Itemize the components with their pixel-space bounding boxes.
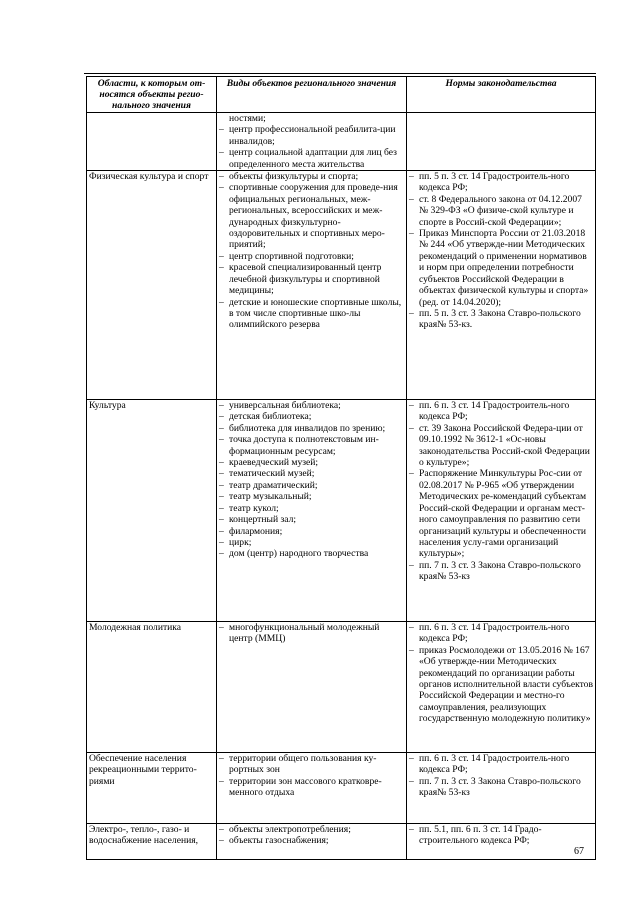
- object-type-item: – библиотека для инвалидов по зрению;: [219, 423, 404, 434]
- object-types-cell: [217, 622, 407, 753]
- area-cell: [87, 753, 217, 824]
- table-row: [87, 171, 596, 400]
- object-type-item: – центр социальной адаптации для лиц без определенного места жительства: [219, 147, 404, 170]
- object-type-item: – краеведческий музей;: [219, 457, 404, 468]
- object-type-item: – точка доступа к полнотекстовым ин-формационным ресурсам;: [219, 434, 404, 457]
- header-legal-norms: Нормы законодательства: [407, 77, 596, 113]
- object-type-item: – объекты газоснабжения;: [219, 835, 404, 846]
- table-row: [87, 753, 596, 824]
- area-label: Обеспечение населения рекреационными террито-риями: [89, 753, 197, 787]
- object-type-item: – цирк;: [219, 537, 404, 548]
- object-type-item: – дом (центр) народного творчества: [219, 548, 404, 559]
- table-row: [87, 400, 596, 622]
- object-type-item: – центр спортивной подготовки;: [219, 251, 404, 262]
- legal-norms-cell: [407, 753, 596, 824]
- legal-norms-cell: [407, 622, 596, 753]
- legal-norms-list: [409, 400, 593, 583]
- table-row: [87, 113, 596, 171]
- legal-norm-item: – пп. 5.1, пп. 6 п. 3 ст. 14 Градо-строительного кодекса РФ;: [409, 824, 593, 847]
- object-type-item: – территории зон массового кратковре-менного отдыха: [219, 776, 404, 799]
- object-type-item: – территории общего пользования ку-рортных зон: [219, 753, 404, 776]
- object-types-cell: [217, 400, 407, 622]
- legal-norm-item: – ст. 8 Федерального закона от 04.12.2007 № 329-ФЗ «О физиче-ской культуре и спорте в Россий-ской Федерации»;: [409, 194, 593, 228]
- legal-norm-item: – пп. 6 п. 3 ст. 14 Градостроитель-ного кодекса РФ;: [409, 622, 593, 645]
- area-cell: [87, 113, 217, 171]
- legal-norm-item: – пп. 5 п. 3 ст. 3 Закона Ставро-польского края№ 53-кз.: [409, 308, 593, 331]
- object-type-item: – детская библиотека;: [219, 411, 404, 422]
- legal-norms-cell: [407, 400, 596, 622]
- object-type-item: – многофункциональный молодежный центр (ММЦ): [219, 622, 404, 645]
- legal-norm-item: – пп. 6 п. 3 ст. 14 Градостроитель-ного кодекса РФ;: [409, 400, 593, 423]
- object-type-item: – филармония;: [219, 526, 404, 537]
- object-type-item: – концертный зал;: [219, 514, 404, 525]
- object-type-item: – театр музыкальный;: [219, 491, 404, 502]
- legal-norm-item: – приказ Росмолодежи от 13.05.2016 № 167 «Об утвержде-нии Методических рекомендаций по организации работы органов исполнительной власти субъектов Российской Федерации и местно-го самоуправления, реализующих государственную молодежную политику»: [409, 645, 593, 725]
- legal-norms-list: [409, 622, 593, 725]
- object-type-item: ностями;: [229, 113, 266, 124]
- object-type-item: – объекты электропотребления;: [219, 824, 404, 835]
- legal-norms-cell: [407, 171, 596, 400]
- table-row: [87, 824, 596, 860]
- object-types-list: [219, 753, 404, 799]
- header-areas: Области, к которым от-носятся объекты регио-нального значения: [87, 77, 217, 113]
- header-object-types: Виды объектов регионального значения: [217, 77, 407, 113]
- page-number: 67: [574, 846, 584, 857]
- object-types-list: [219, 400, 404, 560]
- area-cell: [87, 622, 217, 753]
- table-row: [87, 622, 596, 753]
- area-cell: [87, 400, 217, 622]
- legal-norm-item: – ст. 39 Закона Российской Федера-ции от 09.10.1992 № 3612-1 «Ос-новы законодательства Россий-ской Федерации о культуре»;: [409, 423, 593, 469]
- object-types-list: [219, 622, 404, 645]
- area-cell: [87, 824, 217, 860]
- object-types-list: [219, 113, 404, 170]
- object-type-item: – театр драматический;: [219, 480, 404, 491]
- area-cell: [87, 171, 217, 400]
- legal-norm-item: – пп. 6 п. 3 ст. 14 Градостроитель-ного кодекса РФ;: [409, 753, 593, 776]
- legal-norm-item: – пп. 7 п. 3 ст. 3 Закона Ставро-польского края№ 53-кз: [409, 560, 593, 583]
- legal-norm-item: – пп. 7 п. 3 ст. 3 Закона Ставро-польского края№ 53-кз: [409, 776, 593, 799]
- table-header-row: [87, 77, 596, 113]
- legal-norms-cell: [407, 113, 596, 171]
- legal-norms-list: [409, 171, 593, 331]
- object-type-item: – универсальная библиотека;: [219, 400, 404, 411]
- object-types-cell: [217, 171, 407, 400]
- area-label: Электро-, тепло-, газо- и водоснабжение населения,: [89, 824, 199, 847]
- object-type-item: – детские и юношеские спортивные школы, в том числе спортивные шко-лы олимпийского резерва: [219, 297, 404, 331]
- object-type-item: – центр профессиональной реабилита-ции инвалидов;: [219, 124, 404, 147]
- object-type-item: – спортивные сооружения для проведе-ния официальных региональных, меж-региональных, всероссийских и меж-дународных физкультурно-оздоровительных и спортивных меро-приятий;: [219, 182, 404, 250]
- object-types-cell: [217, 753, 407, 824]
- object-type-item: – красевой специализированный центр лечебной физкультуры и спортивной медицины;: [219, 262, 404, 296]
- legal-norm-item: – Распоряжение Минкультуры Рос-сии от 02.08.2017 № Р-965 «Об утверждении Методических ре-комендаций субъектам Россий-ской Федерации и органам мест-ного самоуправления по развитию сети организаций культуры и обеспеченности населения услу-гами организаций культуры»;: [409, 468, 593, 559]
- object-type-item: – объекты физкультуры и спорта;: [219, 171, 404, 182]
- legal-norms-list: [409, 753, 593, 799]
- legal-norm-item: – Приказ Минспорта России от 21.03.2018 № 244 «Об утвержде-нии Методических рекомендаций о применении нормативов и норм при определении потребности субъектов Российской Федерации в объектах физической культуры и спорта» (ред. от 14.04.2020);: [409, 228, 593, 308]
- legal-norms-list: [409, 824, 593, 847]
- area-label: Культура: [89, 400, 126, 412]
- area-label: Физическая культура и спорт: [89, 171, 209, 183]
- table-body: [87, 113, 596, 860]
- object-type-item: – тематический музей;: [219, 468, 404, 479]
- object-types-cell: [217, 824, 407, 860]
- top-rule: [84, 73, 596, 74]
- object-types-list: [219, 171, 404, 331]
- object-type-item: – театр кукол;: [219, 503, 404, 514]
- area-label: Молодежная политика: [89, 622, 182, 634]
- object-types-cell: [217, 113, 407, 171]
- legal-norms-cell: [407, 824, 596, 860]
- legal-norm-item: – пп. 5 п. 3 ст. 14 Градостроитель-ного кодекса РФ;: [409, 171, 593, 194]
- regional-objects-table: [86, 76, 596, 860]
- object-types-list: [219, 824, 404, 847]
